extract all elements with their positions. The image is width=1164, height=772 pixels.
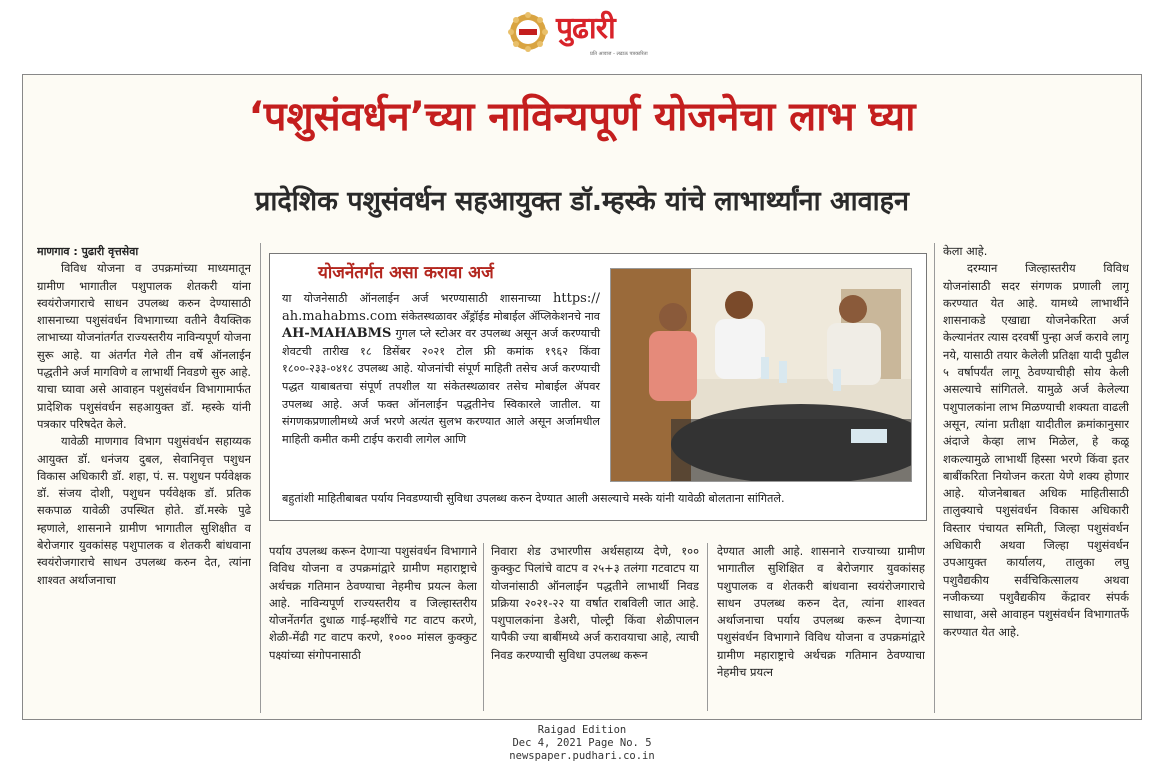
meeting-photo <box>610 268 912 482</box>
masthead <box>0 8 1164 58</box>
date-page-label: Dec 4, 2021 Page No. 5 <box>512 737 652 749</box>
info-box-text: या योजनेसाठी ऑनलाईन अर्ज भरण्यासाठी शासनाच्या https:// ah.mahabms.com संकेतस्थळावर अँड्रॉईड मोबाईल ॲप्लिकेशनचे नाव AH-MAHABMS गुगल प्ले स्टोअर वर उपलब्ध असून अर्ज करण्याची शेवटची तारीख १८ डिसेंबर २०२१ टोल फ्री कमांक १९६२ किंवा १८००-२३३-०४१८ उपलब्ध आहे. योजनांची संपूर्ण माहिती तसेच अर्ज करण्याची पद्धत याबाबतचा संपूर्ण तपशील या संकेतस्थळावर तसेच मोबाईल ॲपवर उपलब्ध आहे. अर्ज फक्त ऑनलाईन पद्धतीनेच स्विकारले जातील. या संगणकप्रणालीमध्ये अर्ज भरणे अत्यंत सुलभ करण्यात आले असून अर्जामधील माहिती कमीत कमी टाईप करावी लागेल आणि <box>282 291 600 446</box>
column-1 <box>37 243 251 717</box>
column-2 <box>269 543 477 717</box>
info-box <box>269 253 927 521</box>
app-name: AH-MAHABMS <box>282 326 392 342</box>
site-link[interactable]: newspaper.pudhari.co.in <box>509 750 655 762</box>
brand-tagline: प्रति आवाज - लढाऊ पत्रकारिता <box>590 51 648 57</box>
paragraph: केला आहे. <box>943 244 988 258</box>
info-box-last-line: बहुतांशी माहितीबाबत पर्याय निवडण्याची सुविधा उपलब्ध करुन देण्यात आली असल्याचे मस्के यांनी यावेळी बोलताना सांगितले. <box>282 492 785 505</box>
column-divider <box>260 243 261 713</box>
website-url: https:// ah.mahabms.com <box>282 291 600 324</box>
paragraph: देण्यात आली आहे. शासनाने राज्याच्या ग्रामीण भागातील सुशिक्षित व बेरोजगार युवकांसह पशुपालक व शेतकरी बांधवाना स्वयंरोजगाराचे साधन उपलब्ध करुन देत, त्यांना शाश्वत अर्थाजनाचा पर्याय उपलब्ध करून देणाऱ्या पशुसंवर्धन विभागाने विविध योजना व उपक्रमांद्वारे ग्रामीण महाराष्ट्राचे अर्थचक्र गतिमान ठेवण्याचा नेहमीच प्रयत्न <box>717 544 925 680</box>
column-5 <box>943 243 1129 717</box>
paragraph: निवारा शेड उभारणीस अर्थसहाय्य देणे, १०० कुक्कुट पिलांचे वाटप व २५+३ तलंगा गटवाटप या योजनांसाठी ऑनलाईन पद्धतीने लाभार्थी निवड प्रक्रिया २०२१-२२ या वर्षात राबविली जात आहे. पशुपालकांना डेअरी, पोल्ट्री किंवा शेळीपालन यापैकी ज्या बाबींमध्ये अर्ज करावयाचा आहे, त्याची निवड करण्याची सुविधा उपलब्ध करून <box>491 544 699 662</box>
seal-icon <box>508 12 548 52</box>
column-divider <box>483 543 484 711</box>
headline: ‘पशुसंवर्धन’च्या नाविन्यपूर्ण योजनेचा लाभ घ्या <box>248 94 916 140</box>
brand-logo: पुढारी <box>556 11 615 46</box>
article-clipping <box>22 74 1142 720</box>
info-box-title: योजनेंतर्गत असा करावा अर्ज <box>318 263 494 283</box>
edition-label: Raigad Edition <box>537 724 627 736</box>
paragraph: दरम्यान जिल्हास्तरीय विविध योजनांसाठी सदर संगणक प्रणाली लागू करण्यात येत आहे. यामध्ये लाभार्थीने शासनाकडे एखाद्या योजनेकरिता अर्ज केल्यानंतर त्यास दरवर्षी पुन्हा अर्ज करावे लागू नये, यासाठी तयार केलेली प्रतिक्षा यादी पुढील ५ वर्षापर्यंत लागू ठेवण्याचीही सोय केली असल्याचे सांगितले. यामुळे अर्ज केलेल्या पशुपालकांना लाभ मिळण्याची शक्यता वाढली असून, त्यांना प्रतीक्षा यादीतील क्रमांकानुसार अंदाजे केव्हा लाभ मिळेल, हे कळू शकल्यामुळे लाभार्थी हिस्सा भरणे किंवा इतर बाबींकरिता नियोजन करता येणे शक्य होणार आहे. योजनेबाबत अधिक माहितीसाठी तालुक्याचे पशुसंवर्धन विकास अधिकारी विस्तार पंचायत समिती, जिल्हा पशुसंवर्धन अधिकारी अथवा जिल्हा पशुसंवर्धन उपआयुक्त कार्यालय, तालुका लघु पशुवैद्यकीय सर्वचिकित्सालय अथवा नजीकच्या पशुवैद्यकीय केंद्रावर संपर्क साधावा, असे आवाहन पशुसंवर्धन विभागातर्फे करण्यात येत आहे. <box>943 261 1129 639</box>
paragraph: यावेळी माणगाव विभाग पशुसंवर्धन सहाय्यक आयुक्त डॉ. धनंजय दुबल, सेवानिवृत्त पशुधन विकास अधिकारी डॉ. शहा, पं. स. पशुधन पर्यवेक्षक डॉ. संजय दोशी, पशुधन पर्यवेक्षक डॉ. प्रतिक सकपाळ यावेळी उपस्थित होते. डॉ.मस्के पुढे म्हणाले, शासनाने ग्रामीण भागातील सुशिक्षीत व बेरोजगार युवकांसह पशुपालक व शेतकरी बांधवाना स्वयंरोजगाराचे साधन उपलब्ध करुन देत, त्यांना शाश्वत अर्थाजनाचा <box>37 434 251 587</box>
column-4 <box>717 543 925 717</box>
page-footer <box>0 724 1164 763</box>
column-divider <box>707 543 708 711</box>
column-divider <box>934 243 935 713</box>
paragraph: पर्याय उपलब्ध करून देणाऱ्या पशुसंवर्धन विभागाने विविध योजना व उपक्रमांद्वारे ग्रामीण महाराष्ट्राचे अर्थचक्र गतिमान ठेवण्याचा नेहमीच प्रयत्न केला आहे. नाविन्यपूर्ण राज्यस्तरीय व जिल्हास्तरीय योजनेंतर्गत दुधाळ गाई-म्हशींचे गट वाटप करणे, शेळी-मेंढी गट वाटप करणे, १००० मांसल कुक्कुट पक्ष्यांच्या संगोपनासाठी <box>269 544 477 662</box>
paragraph: विविध योजना व उपक्रमांच्या माध्यमातून ग्रामीण भागातील पशुपालक शेतकरी यांना स्वयंरोजगाराचे साधन उपलब्ध करुन देण्यासाठी शासनाच्या पशुसंवर्धन विभागाच्या वतीने वैयक्तिक लाभाच्या योजनांतर्गत राज्यस्तरीय नाविन्यपूर्ण योजना सुरू आहे. या अंतर्गत गेले तीन वर्षे ऑनलाईन पद्धतीने अर्ज मागविणे व लाभार्थी निवडणे सुरु आहे. याचा घ्यावा असे आवाहन पशुसंवर्धन विभागामार्फत प्रादेशिक पशुसंवर्धन सहआयुक्त डॉ. म्हस्के यांनी पत्रकार परिषदेत केले. <box>37 261 251 431</box>
dateline: माणगाव : पुढारी वृत्तसेवा <box>37 245 139 258</box>
subheadline: प्रादेशिक पशुसंवर्धन सहआयुक्त डॉ.म्हस्के यांचे लाभार्थ्यांना आवाहन <box>255 186 909 217</box>
column-3 <box>491 543 699 717</box>
